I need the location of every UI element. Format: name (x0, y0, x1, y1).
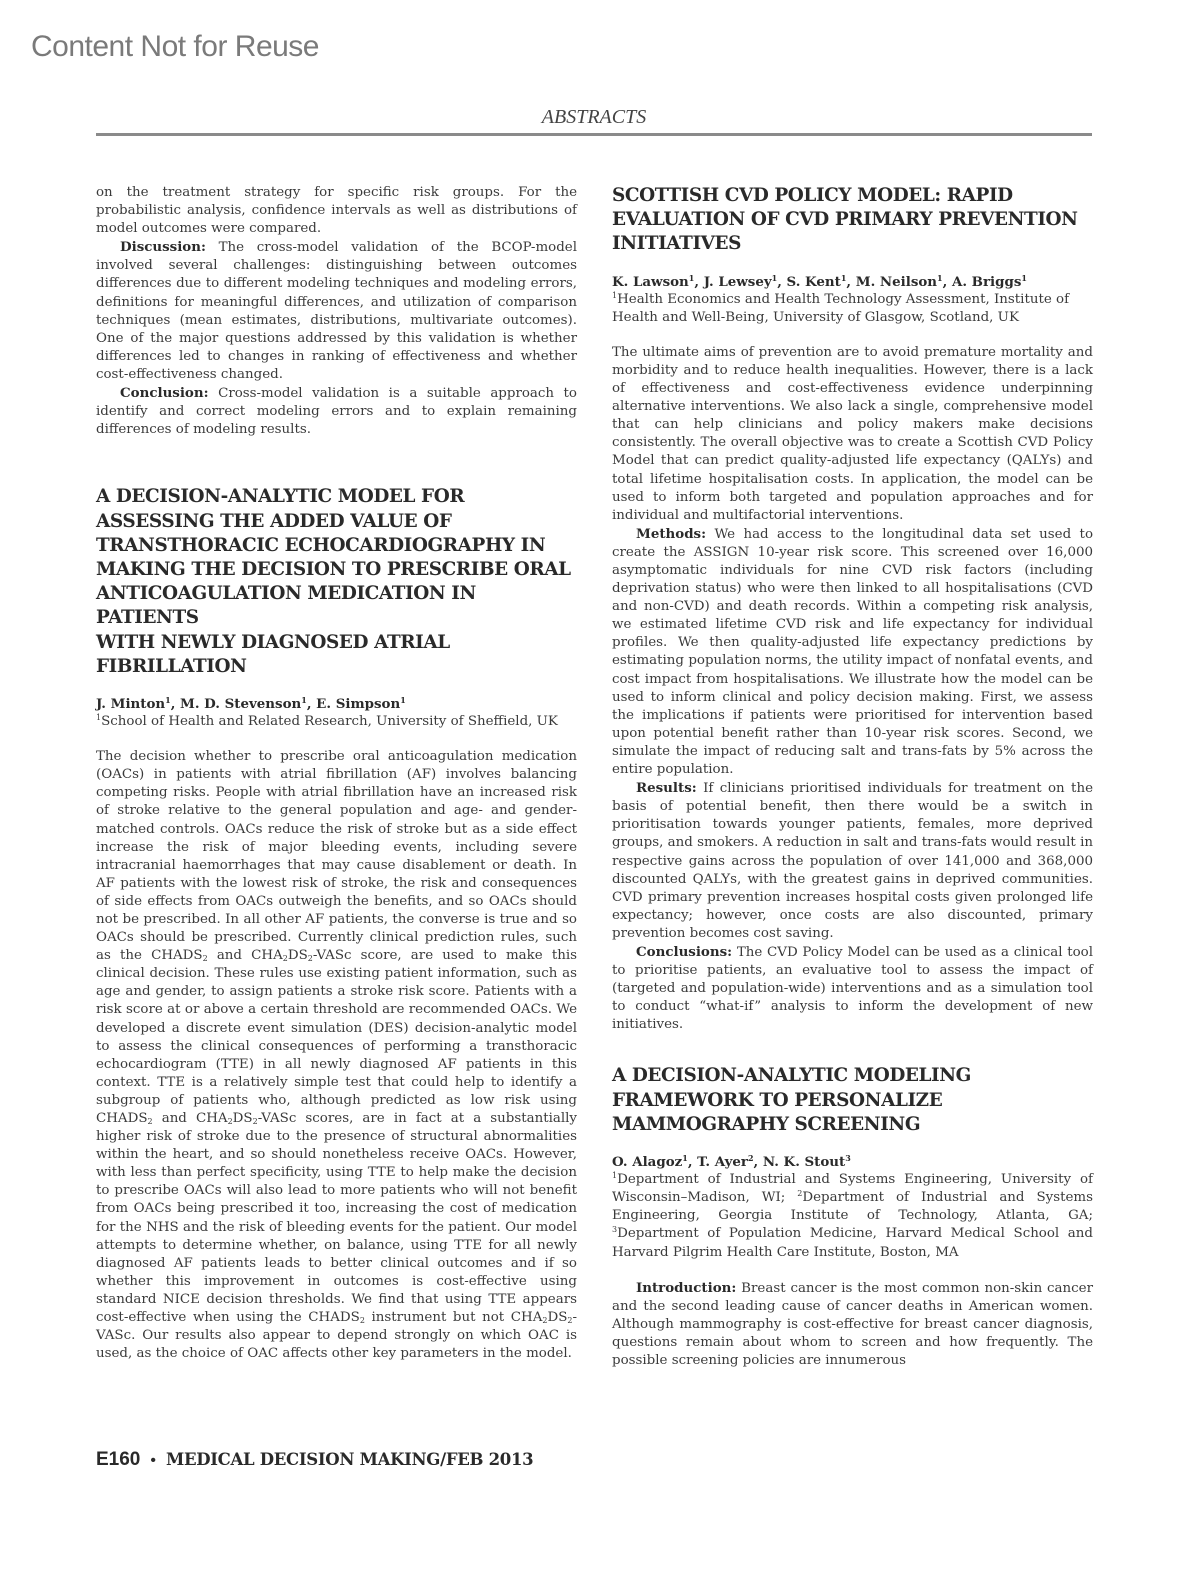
author-list: K. Lawson$^1$, J. Lewsey$^1$, S. Kent$^1$, M. Neilson$^1$, A. Briggs$^1$ (612, 272, 1027, 290)
conclusion-paragraph (96, 384, 577, 439)
journal-citation: MEDICAL DECISION MAKING/FEB 2013 (165, 1450, 534, 1469)
running-head: ABSTRACTS (541, 106, 647, 128)
section-gap (612, 1262, 1093, 1279)
continuation-paragraph: on the treatment strategy for specific risk groups. For the probabilistic analysis, confidence intervals as well as distributions of model outcomes were compared. (96, 185, 577, 237)
right-column (612, 184, 1093, 1370)
results-label: Results: (636, 780, 697, 797)
introduction-label: Introduction: (636, 1279, 737, 1296)
section-gap (96, 439, 577, 485)
methods-label: Methods: (636, 525, 707, 542)
results-paragraph: Results: If clinicians prioritised individuals for treatment on the basis of potential benefit, then there would be a switch in prioritisation towards younger patients, females, more deprived groups, and smokers. A reduction in salt and trans-fats would result in respective gains across the population of over 141,000 and 368,000 discounted QALYs, with the greatest gains in deprived communities. CVD primary prevention increases hospital costs given prolonged life expectancy; however, once costs are also discounted, primary prevention becomes cost saving. (612, 780, 1093, 941)
abstract-continuation (96, 184, 577, 439)
discussion-label: Discussion: (120, 239, 206, 256)
methods-paragraph: Methods: We had access to the longitudinal data set used to create the ASSIGN 10-year risk score. This screened over 16,000 asymptomatic individuals for nine CVD risk factors (including deprivation status) who were then linked to all hospitalisations (CVD and non-CVD) and death records. Within a competing risk analysis, we estimated lifetime CVD risk and life expectancy for individual profiles. We then quality-adjusted life expectancy predictions by estimating population norms, the utility impact of nonfatal events, and cost impact from hospitalisations. We illustrate how the model can be used to inform clinical and policy decision making. First, we assess the implications if patients were prioritised for intervention based upon potential benefit rather than 10-year risk scores. Second, we simulate the impact of reducing salt and trans-fats by 5% across the entire population. (612, 525, 1093, 778)
discussion-paragraph (96, 238, 577, 384)
abstract-mammography (612, 1064, 1093, 1370)
abstract-title: A DECISION-ANALYTIC MODEL FOR ASSESSING THE ADDED VALUE OF TRANSTHORACIC ECHOCARDIOGRAPHY IN MAKING THE DECISION TO PRESCRIBE ORAL ANTICOAGULATION MEDICATION IN PATIENTS WITH NEWLY DIAGNOSED ATRIAL FIBRILLATION (96, 486, 571, 677)
header-rule (96, 133, 1092, 136)
section-gap (612, 327, 1093, 344)
conclusions-paragraph: Conclusions: The CVD Policy Model can be used as a clinical tool to prioritise patients, an evaluative tool to assess the impact of (targeted and population-wide) interventions and as a simulation tool to conduct “what-if” analysis to inform the development of new initiatives. (612, 943, 1093, 1033)
affiliation: $^1$Department of Industrial and Systems Engineering, University of Wisconsin–Madison, WI; $^2$Department of Industrial and Systems Engineering, Georgia Institute of Technology, Atlanta, GA; $^3$Department of Population Medicine, Harvard Medical School and Harvard Pilgrim Health Care Institute, Boston, MA (612, 1171, 1093, 1260)
affiliation: $^1$Health Economics and Health Technology Assessment, Institute of Health and Well-Being, University of Glasgow, Scotland, UK (612, 290, 1070, 325)
page-number: E160 (96, 1449, 141, 1470)
abstract-body: The decision whether to prescribe oral anticoagulation medication (OACs) in patients with atrial fibrillation (AF) involves balancing competing risks. People with atrial fibrillation have an increased risk of stroke relative to the general population and age- and gender-matched controls. OACs reduce the risk of stroke but as a side effect increase the risk of major bleeding events, including severe intracranial haemorrhages that may cause disablement or death. In AF patients with the lowest risk of stroke, the risk and consequences of side effects from OACs outweigh the benefits, and so OACs should not be prescribed. In all other AF patients, the converse is true and so OACs should be prescribed. Currently clinical prediction rules, such as the $CHADS_2$ and $CHA_2DS_2$-VASc score, are used to make this clinical decision. These rules use existing patient information, such as age and gender, to assign patients a stroke risk score. Patients with a risk score at or above a certain threshold are recommended OACs. We developed a discrete event simulation (DES) decision-analytic model to assess the clinical consequences of performing a transthoracic echocardiogram (TTE) in all newly diagnosed AF patients in this context. TTE is a relatively simple test that could help to identify a subgroup of patients who, although predicted as low risk using $CHADS_2$ and $CHA_2DS_2$-VASc scores, are in fact at a substantially higher risk of stroke due to the presence of structural abnormalities within the heart, and so should nonetheless receive OACs. However, with less than perfect specificity, using TTE to help make the decision to prescribe OACs will also lead to more patients who will not benefit from OACs being prescribed it too, increasing the cost of medication for the NHS and the risk of bleeding events for the patient. Our model attempts to determine whether, on balance, using TTE for all newly diagnosed AF patients leads to better clinical outcomes and if so whether this improvement in outcomes is cost-effective using standard NICE decision thresholds. We find that using TTE appears cost-effective when using the $CHADS_2$ instrument but not $CHA_2DS_2$-VASc. Our results also appear to depend strongly on which OAC is used, as the choice of OAC affects other key parameters in the model. (96, 749, 577, 1362)
abstract-title: SCOTTISH CVD POLICY MODEL: RAPID EVALUATION OF CVD PRIMARY PREVENTION INITIATIVES (612, 185, 1078, 255)
conclusion-text: Cross-model validation is a suitable approach to identify and correct modeling errors and to explain remaining differences of modeling results. (96, 386, 577, 438)
left-column (96, 184, 577, 1363)
author-list: J. Minton$^1$, M. D. Stevenson$^1$, E. Simpson$^1$ (96, 694, 406, 712)
watermark: Content Not for Reuse (31, 30, 319, 63)
abstract-title: A DECISION-ANALYTIC MODELING FRAMEWORK TO PERSONALIZE MAMMOGRAPHY SCREENING (612, 1065, 971, 1135)
section-gap (96, 731, 577, 748)
bullet-icon: • (150, 1452, 156, 1469)
discussion-text: The cross-model validation of the BCOP-model involved several challenges: distinguishing between outcomes differences due to different modeling techniques and modeling errors, definitions for meaningful differences, and utilization of comparison techniques (mean estimates, distributions, multivariate outcomes). One of the major questions addressed by this validation is whether differences led to changes in ranking of effectiveness and whether cost-effectiveness changed. (96, 240, 577, 382)
abstract-echocardiography (96, 485, 577, 1363)
conclusion-label: Conclusion: (120, 385, 209, 402)
section-gap (612, 1034, 1093, 1064)
intro-paragraph: The ultimate aims of prevention are to avoid premature mortality and morbidity and to reduce health inequalities. However, there is a lack of effectiveness and cost-effectiveness evidence underpinning alternative interventions. We also lack a single, comprehensive model that can help clinicians and policy makers make decisions consistently. The overall objective was to create a Scottish CVD Policy Model that can predict quality-adjusted life expectancy (QALYs) and total lifetime hospitalisation costs. In application, the model can be used to inform both targeted and population approaches and for individual and multifactorial interventions. (612, 344, 1093, 523)
author-list: O. Alagoz$^1$, T. Ayer$^2$, N. K. Stout$^3$ (612, 1153, 851, 1171)
abstract-scottish-cvd (612, 184, 1093, 1034)
introduction-paragraph: Introduction: Breast cancer is the most common non-skin cancer and the second leading cause of cancer deaths in American women. Although mammography is cost-effective for breast cancer diagnosis, questions remain about whom to screen and how frequently. The possible screening policies are innumerous (612, 1279, 1093, 1368)
conclusions-label: Conclusions: (636, 943, 733, 960)
affiliation: $^1$School of Health and Related Research, University of Sheffield, UK (96, 713, 558, 730)
page-footer (96, 1449, 533, 1471)
